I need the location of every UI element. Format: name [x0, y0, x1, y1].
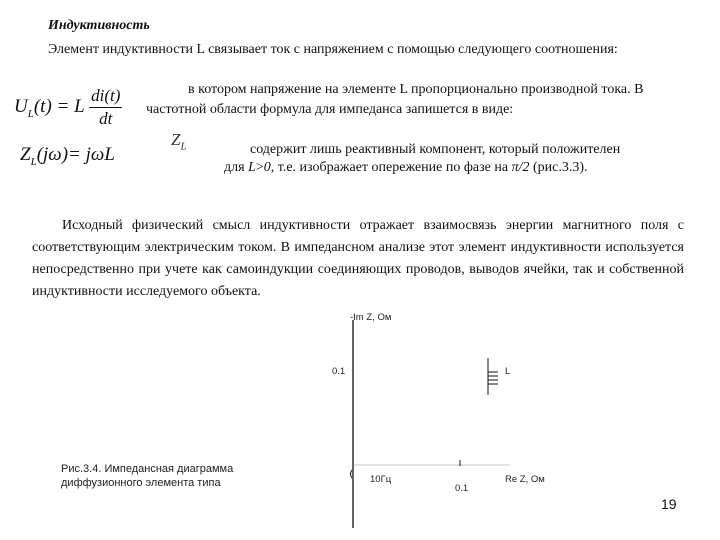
formula-voltage-fraction — [89, 86, 122, 129]
freq-label: 10Гц — [370, 474, 392, 485]
formula-numerator: di(t) — [89, 86, 122, 108]
page-number: 19 — [661, 496, 677, 512]
zl-symbol: $Z_L$ — [171, 130, 187, 153]
x-axis-label: Re Z, Ом — [505, 474, 545, 485]
y-axis-label: -Im Z, Ом — [350, 312, 392, 323]
caption-line1: Рис.3.4. Импедансная диаграмма — [61, 463, 234, 475]
formula-voltage-lhs: $U_L(t) = L$ — [14, 95, 85, 120]
intro-line: Элемент индуктивности L связывает ток с напряжением с помощью следующего соотношения: — [48, 42, 618, 57]
formula-denominator: dt — [99, 109, 113, 128]
y-tick-label: 0.1 — [332, 366, 346, 377]
paragraph-text: Исходный физический смысл индуктивности отражает взаимосвязь энергии магнитного поля с соответствующим электрическим током. В импедансном анализе этот элемент индуктивности используется непосредственно при учете как самоиндукции соединяющих проводов, выводов ячейки, так и собственной индуктивности исследуемого объекта. — [32, 218, 684, 299]
element-label: L — [505, 366, 511, 377]
main-paragraph — [32, 215, 684, 303]
origin-marker — [351, 470, 353, 478]
formula-voltage — [14, 86, 122, 129]
caption-line2: диффузионного элемента типа — [61, 477, 221, 489]
text-after-formula1-line2: частотной области формула для импеданса запишется в виде: — [146, 102, 514, 117]
impedance-diagram — [300, 300, 580, 540]
text-after-formula1-line1: в котором напряжение на элементе L пропорционально производной тока. В — [188, 82, 644, 97]
text-after-formula2-line1: содержит лишь реактивный компонент, который положителен — [250, 142, 621, 157]
formula-impedance: $Z_L(j\omega)= j\omega L$ — [20, 144, 115, 168]
figure-caption — [61, 462, 233, 490]
x-tick-label: 0.1 — [455, 483, 469, 494]
section-heading: Индуктивность — [48, 18, 150, 33]
inductor-symbol — [488, 372, 498, 384]
text-after-formula2-line2: для L>0, т.е. изображает опережение по фазе на π/2 (рис.3.3). — [224, 160, 588, 175]
